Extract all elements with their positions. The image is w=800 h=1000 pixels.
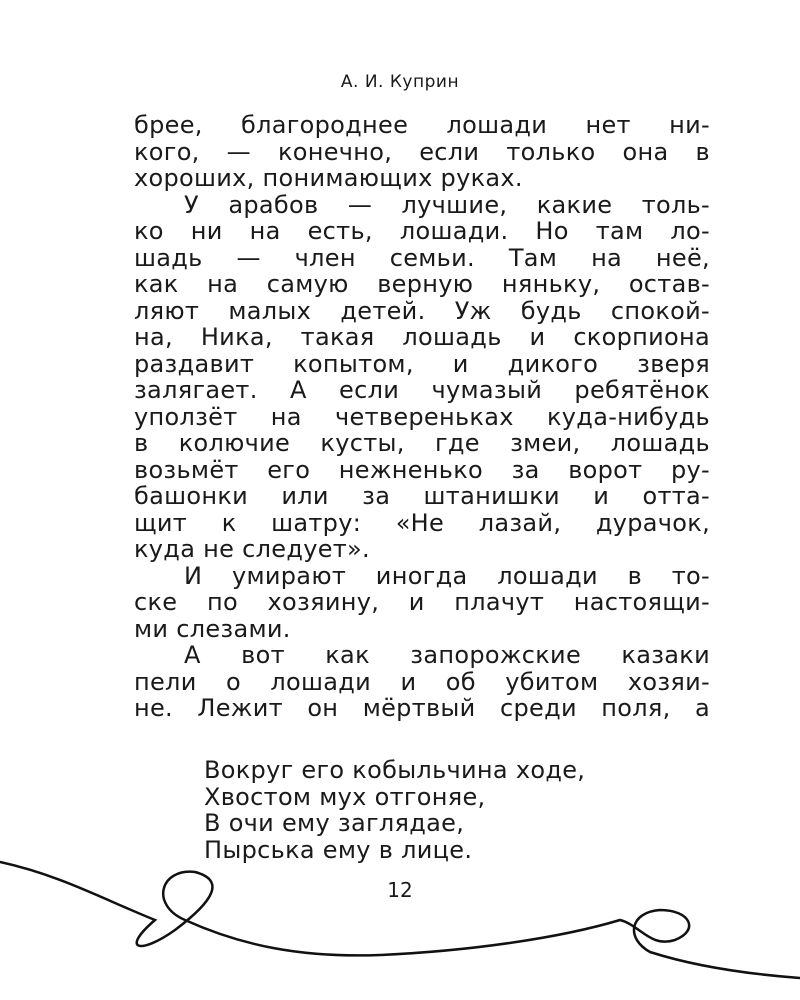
- text-line: возьмёт его нежненько за ворот ру-: [134, 455, 710, 484]
- text-line: как на самую верную няньку, остав-: [134, 270, 710, 298]
- text-line: куда не следует».: [134, 535, 370, 563]
- running-header-author: А. И. Куприн: [340, 72, 460, 92]
- text-line: брее, благороднее лошади нет ни-: [134, 111, 710, 139]
- verse-quote: [204, 757, 585, 863]
- text-line: У арабов — лучшие, какие толь-: [184, 190, 710, 219]
- text-line: хороших, понимающих руках.: [134, 164, 523, 192]
- text-line: ске по хозяину, и плачут настоящи-: [134, 588, 710, 616]
- text-line: уползёт на четвереньках куда-нибудь: [134, 402, 710, 431]
- verse-line: Вокруг его кобыльчина ходе,: [204, 756, 586, 784]
- text-line: И умирают иногда лошади в то-: [184, 561, 710, 590]
- text-line: пели о лошади и об убитом хозяи-: [134, 667, 710, 696]
- text-line: в колючие кусты, где змеи, лошадь: [134, 429, 710, 457]
- verse-line: Хвостом мух отгоняе,: [204, 782, 486, 811]
- verse-line: В очи ему заглядае,: [204, 809, 465, 837]
- text-line: щит к шатру: «Не лазай, дурачок,: [134, 508, 710, 537]
- text-line: А вот как запорожские казаки: [184, 641, 710, 669]
- verse-line: Пырська ему в лице.: [204, 835, 473, 864]
- page-number: 12: [387, 878, 413, 902]
- text-line: шадь — член семьи. Там на неё,: [134, 243, 710, 272]
- text-line: не. Лежит он мёртвый среди поля, а: [134, 694, 710, 722]
- text-line: на, Ника, такая лошадь и скорпиона: [134, 323, 710, 351]
- text-line: башонки или за штанишки и отта-: [134, 482, 710, 510]
- text-line: ми слезами.: [134, 614, 291, 643]
- text-line: раздавит копытом, и дикого зверя: [134, 349, 710, 378]
- text-line: ко ни на есть, лошади. Но там ло-: [134, 217, 710, 245]
- text-line: залягает. А если чумазый ребятёнок: [134, 376, 710, 404]
- text-line: ляют малых детей. Уж будь спокой-: [134, 296, 710, 325]
- text-line: кого, — конечно, если только она в: [134, 137, 710, 166]
- body-text: [134, 112, 710, 722]
